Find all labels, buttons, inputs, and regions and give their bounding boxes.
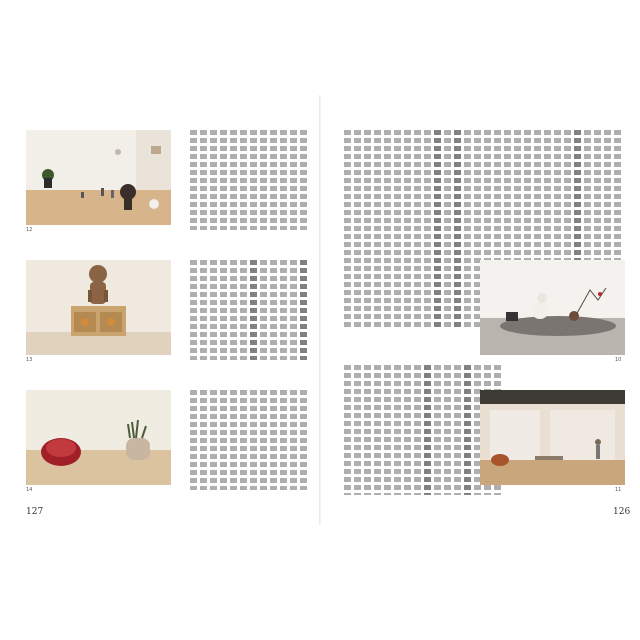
gallery-photo-10 <box>480 260 625 355</box>
body-text-block <box>190 260 307 360</box>
gutter-shadow <box>319 95 321 525</box>
figure-number: 12 <box>26 227 33 233</box>
body-text-block <box>190 390 307 490</box>
body-text-block <box>190 130 307 230</box>
left-page <box>20 95 320 525</box>
figure-number: 13 <box>26 357 33 363</box>
gallery-photo-13 <box>26 260 171 355</box>
gallery-photo-11 <box>480 390 625 485</box>
figure-number: 10 <box>615 357 622 363</box>
body-text-block <box>344 365 501 495</box>
right-page <box>330 95 630 525</box>
figure-number: 14 <box>26 487 33 493</box>
page-number: 126 <box>613 507 631 517</box>
gallery-photo-14 <box>26 390 171 485</box>
gallery-photo-12 <box>26 130 171 225</box>
page-number: 127 <box>26 507 44 517</box>
figure-number: 11 <box>615 487 622 493</box>
